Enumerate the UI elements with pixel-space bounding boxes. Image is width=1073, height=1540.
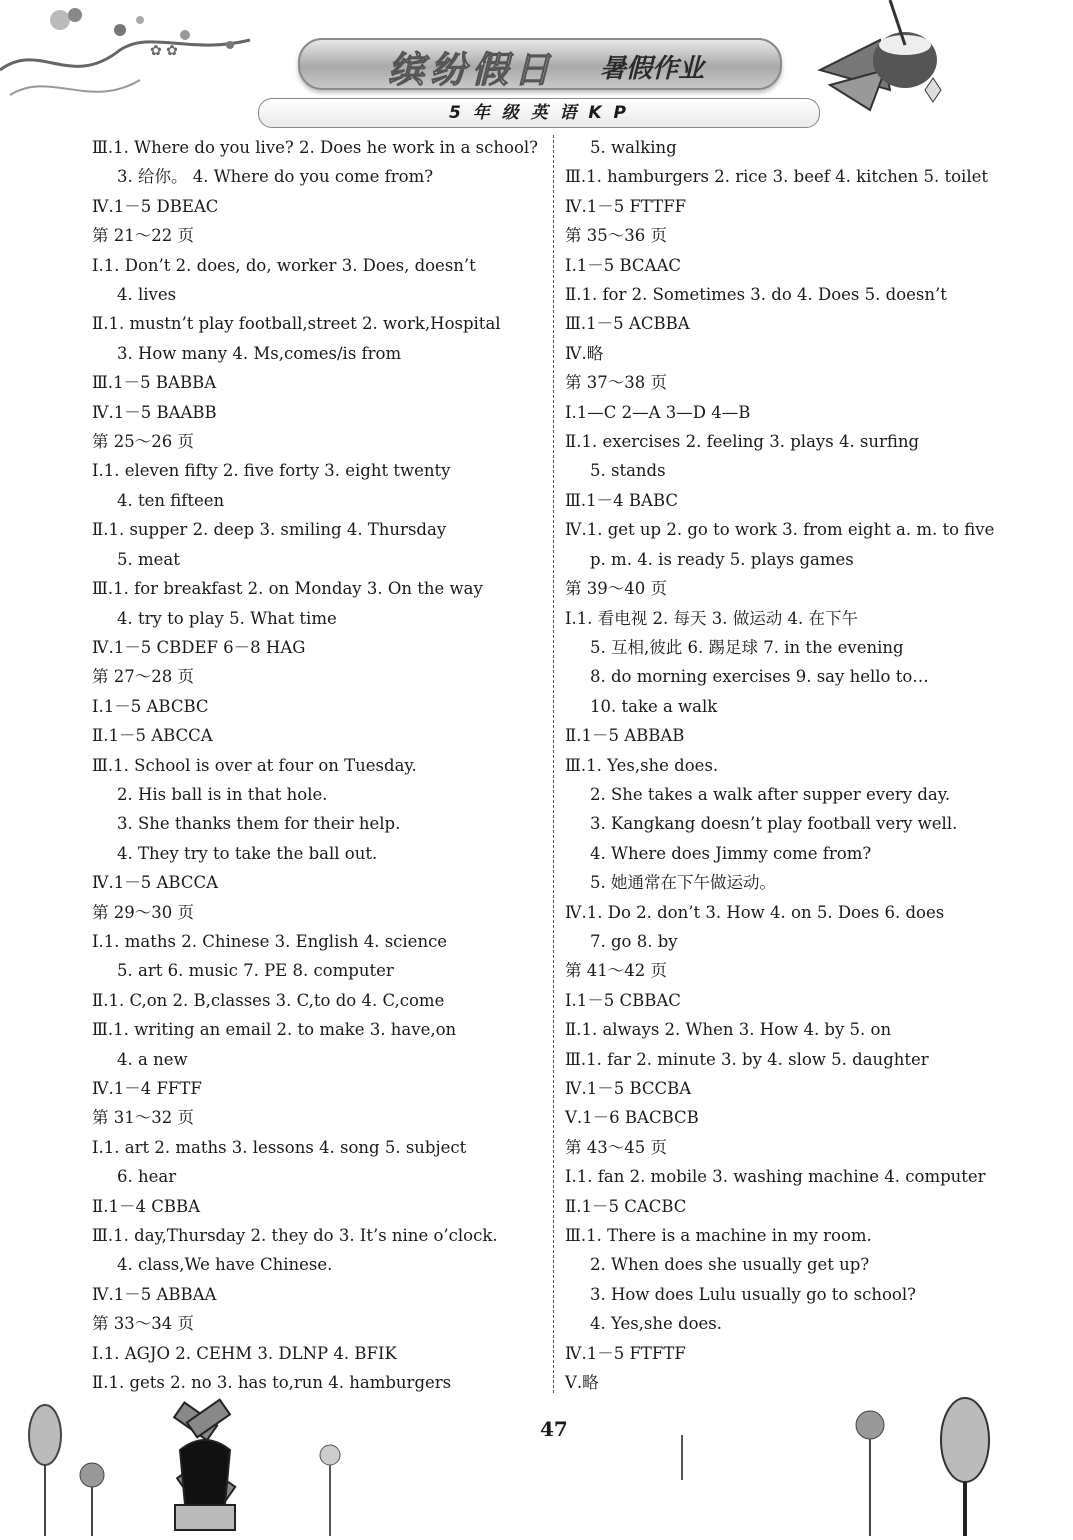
answer-line: Ⅰ.1. 看电视 2. 每天 3. 做运动 4. 在下午 [565,608,858,628]
answer-line: 3. How many 4. Ms,comes/is from [117,343,402,363]
answer-line: Ⅲ.1. School is over at four on Tuesday. [92,755,417,775]
section-heading: 第 25～26 页 [92,432,194,452]
left-answer-column [92,133,547,1397]
answer-line: 4. ten fifteen [117,490,225,510]
answer-line: 5. walking [590,138,677,157]
answer-line: Ⅳ.略 [565,343,604,363]
fruit-drink-decoration [810,0,970,125]
answer-line: Ⅳ.1－5 FTFTF [565,1343,686,1363]
section-heading: 第 27～28 页 [92,667,194,687]
section-heading: 第 31～32 页 [92,1108,194,1128]
section-heading: 第 33～34 页 [92,1314,194,1334]
answer-line: Ⅱ.1. gets 2. no 3. has to,run 4. hamburgers [92,1373,452,1393]
page-footer [0,1390,1073,1536]
answer-line: 2. When does she usually get up? [590,1255,870,1275]
answer-line: 4. class,We have Chinese. [117,1255,333,1275]
answer-line: 4. Where does Jimmy come from? [590,843,872,863]
answer-line: Ⅲ.1. Yes,she does. [565,755,719,775]
answer-line: Ⅳ.1－5 FTTFF [565,196,687,216]
answer-line: Ⅲ.1. for breakfast 2. on Monday 3. On the way [92,579,483,599]
answer-line: 8. do morning exercises 9. say hello to… [590,667,929,687]
answer-line: 5. stands [590,461,666,481]
windmill-flowers-decoration [0,1390,1073,1536]
answer-line: 3. She thanks them for their help. [117,814,401,834]
answer-line: Ⅴ.略 [565,1373,599,1393]
answer-line: Ⅲ.1. hamburgers 2. rice 3. beef 4. kitchen 5. toilet [565,167,988,187]
answer-line: Ⅱ.1. supper 2. deep 3. smiling 4. Thursday [92,520,447,540]
answer-line: Ⅳ.1－5 ABBAA [92,1284,217,1304]
answer-line: 10. take a walk [590,696,718,716]
answer-line: Ⅴ.1－6 BACBCB [565,1108,699,1128]
answer-line: 4. lives [117,285,177,305]
answer-line: Ⅲ.1. There is a machine in my room. [565,1226,872,1246]
answer-line: 3. 给你。 4. Where do you come from? [117,167,434,187]
answer-line: 5. meat [117,549,180,569]
answer-line: Ⅰ.1. art 2. maths 3. lessons 4. song 5. subject [92,1137,467,1157]
answer-line: Ⅲ.1－5 ACBBA [565,314,690,334]
answer-line: Ⅱ.1. mustn’t play football,street 2. work,Hospital [92,314,501,334]
answer-line: Ⅱ.1－4 CBBA [92,1196,200,1216]
answer-line: Ⅱ.1. exercises 2. feeling 3. plays 4. surfing [565,432,920,452]
title-banner [298,38,782,90]
answer-line: Ⅲ.1. far 2. minute 3. by 4. slow 5. daughter [565,1049,929,1069]
answer-line: Ⅳ.1－4 FFTF [92,1079,202,1098]
answer-line: Ⅱ.1－5 ABBAB [565,726,685,746]
answer-line: 4. They try to take the ball out. [117,843,378,863]
section-heading: 第 21～22 页 [92,226,194,246]
answer-line: Ⅱ.1. for 2. Sometimes 3. do 4. Does 5. doesn’t [565,285,947,305]
answer-line: 3. Kangkang doesn’t play football very well. [590,814,958,834]
answer-line: Ⅰ.1. maths 2. Chinese 3. English 4. science [92,931,448,951]
page-header [0,0,1073,135]
answer-line: Ⅳ.1－5 BAABB [92,402,217,422]
answer-line: Ⅰ.1—C 2—A 3—D 4—B [565,402,751,422]
answer-line: 5. 互相,彼此 6. 踢足球 7. in the evening [590,637,904,657]
book-subtitle: 暑假作业 [600,54,705,84]
answer-line: 6. hear [117,1167,177,1187]
answer-line: Ⅱ.1－5 ABCCA [92,726,213,746]
svg-text:✿ ✿: ✿ ✿ [150,43,178,59]
section-heading: 第 39～40 页 [565,579,667,599]
answer-line: 2. His ball is in that hole. [117,784,328,804]
answer-line: Ⅳ.1－5 DBEAC [92,196,219,216]
answer-line: Ⅰ.1. Don’t 2. does, do, worker 3. Does, doesn’t [92,255,476,275]
right-answer-column [565,133,1025,1397]
answer-line: 4. Yes,she does. [590,1314,722,1334]
answer-line: Ⅲ.1－5 BABBA [92,373,217,393]
answer-line: Ⅲ.1. Where do you live? 2. Does he work in a school? [92,138,538,157]
answer-line: Ⅳ.1－5 ABCCA [92,873,218,893]
section-heading: 第 35～36 页 [565,226,667,246]
answer-line: Ⅰ.1. fan 2. mobile 3. washing machine 4. computer [565,1167,986,1187]
grade-subject-label: 5 年 级 英 语 K P [258,98,820,128]
section-heading: 第 37～38 页 [565,373,667,393]
answer-line: Ⅰ.1－5 BCAAC [565,255,682,275]
answer-line: Ⅳ.1. get up 2. go to work 3. from eight a. m. to five [565,520,995,540]
section-heading: 第 29～30 页 [92,902,194,922]
answer-line: Ⅰ.1－5 ABCBC [92,696,209,716]
answer-line: Ⅱ.1－5 CACBC [565,1196,687,1216]
answer-line: 2. She takes a walk after supper every day. [590,784,951,804]
page-number: 47 [540,1417,568,1441]
answer-line: Ⅱ.1. C,on 2. B,classes 3. C,to do 4. C,come [92,990,445,1010]
column-divider [553,135,554,1393]
answer-line: Ⅲ.1－4 BABC [565,490,678,510]
answer-line: Ⅲ.1. writing an email 2. to make 3. have,on [92,1020,457,1040]
answer-line: Ⅳ.1－5 CBDEF 6－8 HAG [92,637,306,657]
answer-line: Ⅳ.1－5 BCCBA [565,1079,692,1098]
answer-line: 3. How does Lulu usually go to school? [590,1284,916,1304]
answer-line: p. m. 4. is ready 5. plays games [590,549,854,569]
answer-line: 7. go 8. by [590,931,678,951]
answer-line: Ⅰ.1－5 CBBAC [565,990,681,1010]
answer-line: 4. try to play 5. What time [117,608,337,628]
answer-line: Ⅲ.1. day,Thursday 2. they do 3. It’s nine o’clock. [92,1226,498,1246]
answer-line: Ⅱ.1. always 2. When 3. How 4. by 5. on [565,1020,892,1040]
answer-line: Ⅰ.1. AGJO 2. CEHM 3. DLNP 4. BFIK [92,1343,397,1363]
answer-line: Ⅳ.1. Do 2. don’t 3. How 4. on 5. Does 6. does [565,902,945,922]
answer-line: Ⅰ.1. eleven fifty 2. five forty 3. eight twenty [92,461,451,481]
answer-line: 4. a new [117,1049,188,1069]
section-heading: 第 43～45 页 [565,1137,667,1157]
book-title: 缤纷假日 [388,50,557,91]
answer-line: 5. art 6. music 7. PE 8. computer [117,961,394,981]
floral-vine-decoration [0,0,300,130]
section-heading: 第 41～42 页 [565,961,667,981]
answer-line: 5. 她通常在下午做运动。 [590,873,776,893]
